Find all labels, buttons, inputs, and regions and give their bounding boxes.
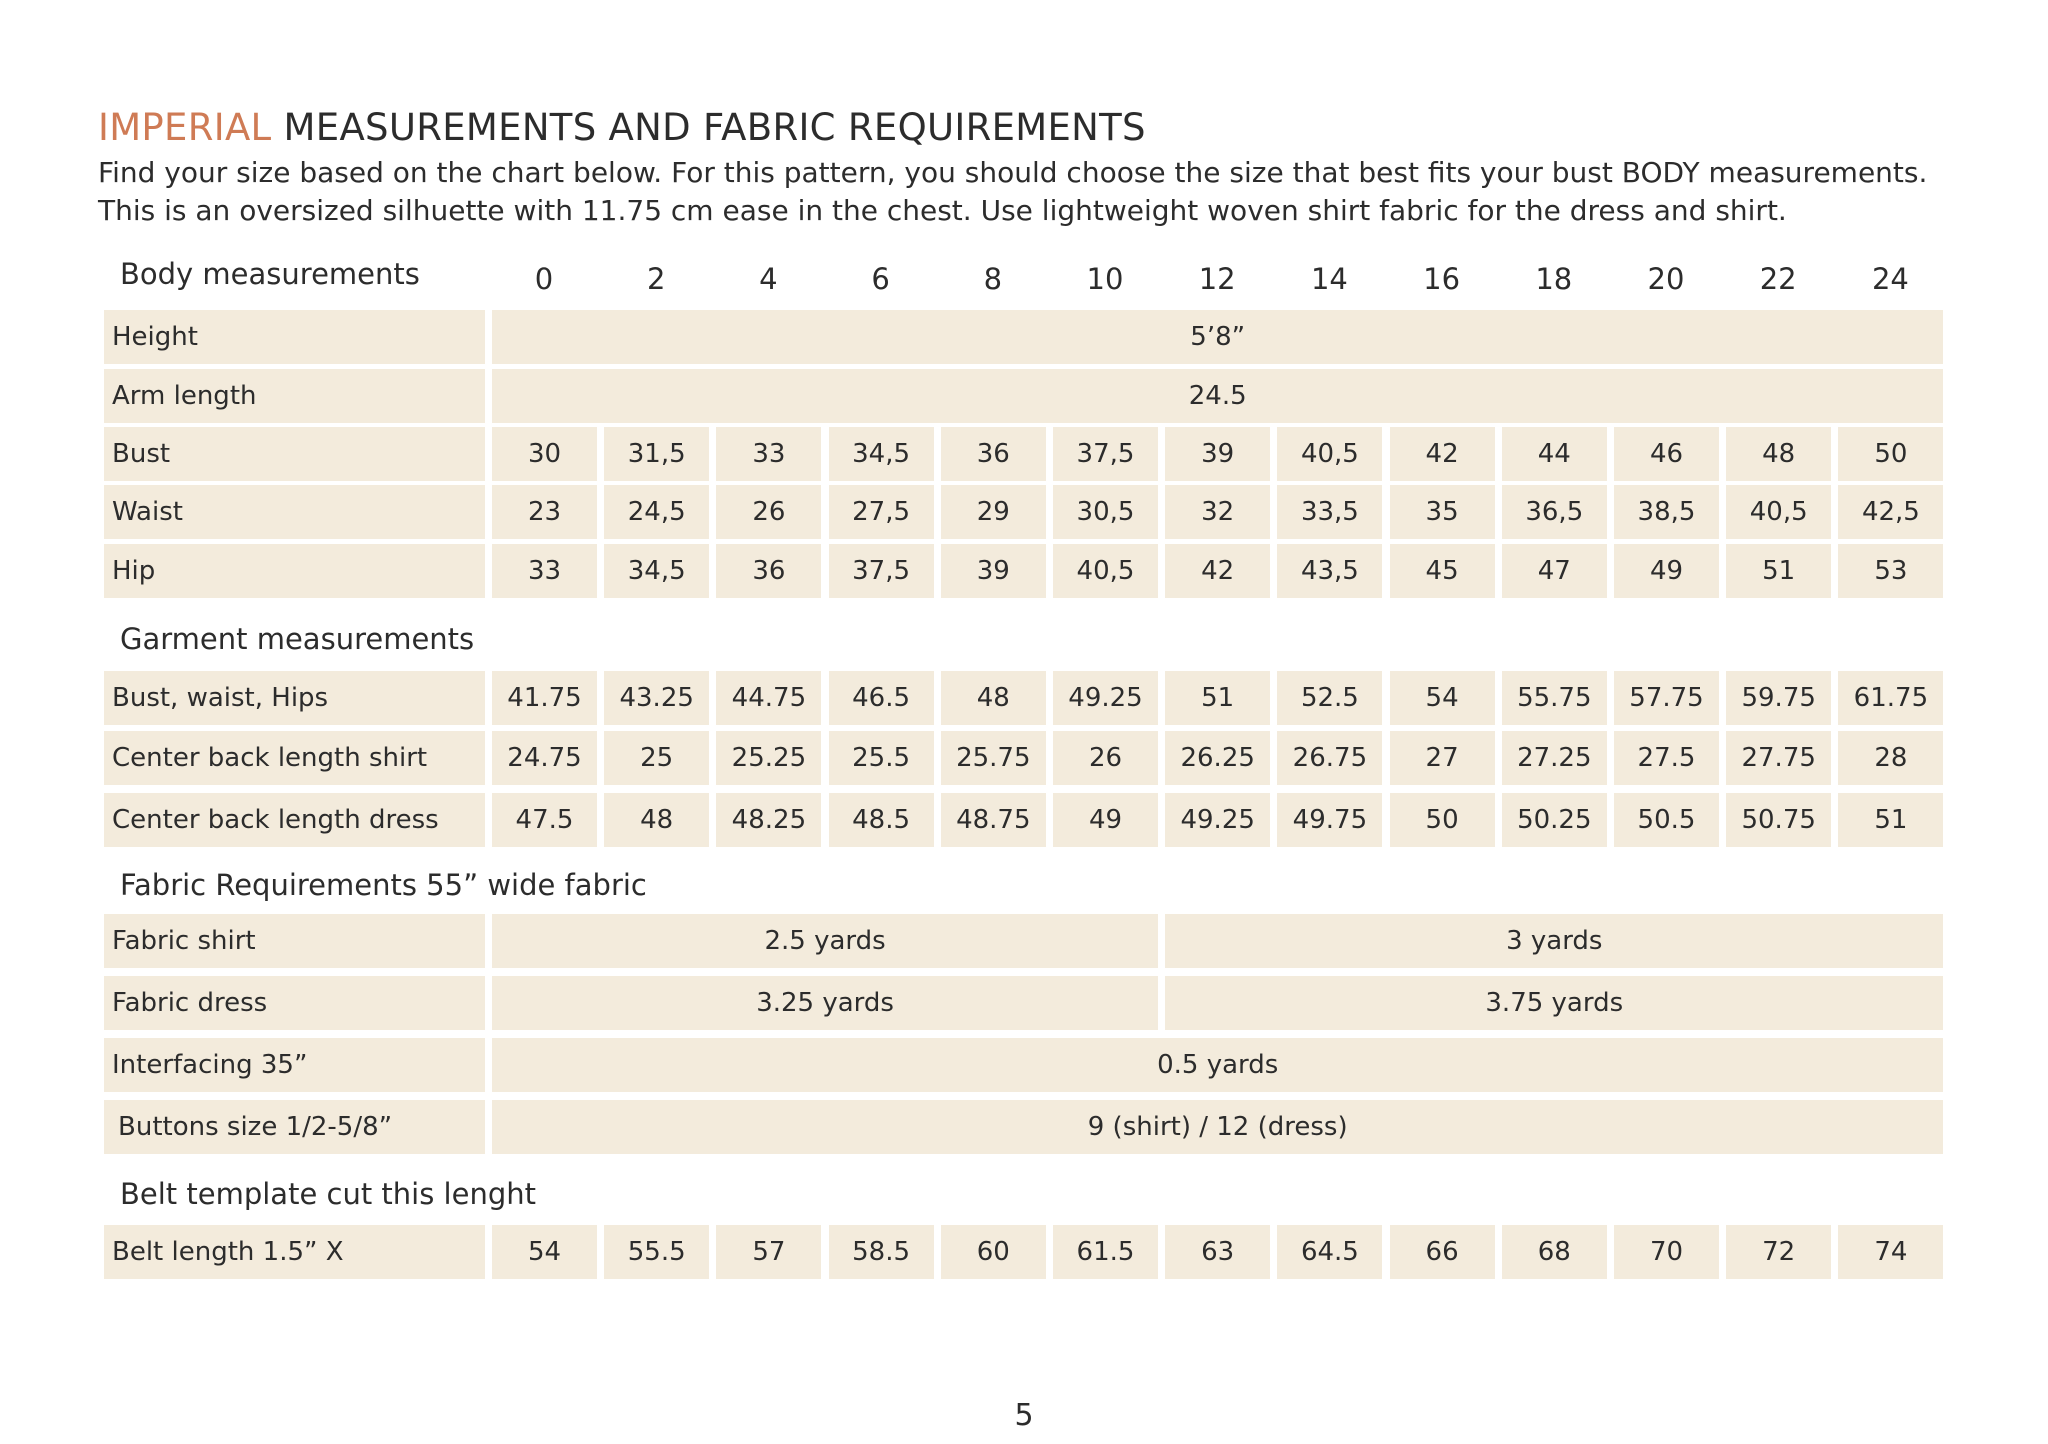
table-row bbox=[104, 310, 1943, 364]
split-cell-left: 2.5 yards bbox=[492, 914, 1158, 968]
row-label: Bust, waist, Hips bbox=[104, 671, 485, 725]
section-fabric-requirements: Fabric Requirements 55” wide fabric bbox=[120, 868, 647, 902]
value-cell: 64.5 bbox=[1277, 1225, 1382, 1279]
row-label: Height bbox=[104, 310, 485, 364]
size-header-4: 4 bbox=[759, 262, 778, 296]
value-cell: 26.75 bbox=[1277, 731, 1382, 785]
span-cell: 24.5 bbox=[492, 369, 1943, 423]
value-cell: 46.5 bbox=[829, 671, 934, 725]
value-cell: 57 bbox=[716, 1225, 821, 1279]
value-cell: 27.25 bbox=[1502, 731, 1607, 785]
row-label: Bust bbox=[104, 427, 485, 481]
value-cell: 60 bbox=[941, 1225, 1046, 1279]
span-cell: 9 (shirt) / 12 (dress) bbox=[492, 1100, 1943, 1154]
row-label: Center back length shirt bbox=[104, 731, 485, 785]
size-header-18: 18 bbox=[1535, 262, 1573, 296]
row-label: Center back length dress bbox=[104, 793, 485, 847]
value-cell: 58.5 bbox=[829, 1225, 934, 1279]
value-cell: 49 bbox=[1614, 544, 1719, 598]
table-row bbox=[104, 793, 1943, 847]
value-cell: 42 bbox=[1390, 427, 1495, 481]
value-cell: 33,5 bbox=[1277, 485, 1382, 539]
value-cell: 51 bbox=[1726, 544, 1831, 598]
value-cell: 50.75 bbox=[1726, 793, 1831, 847]
value-cell: 31,5 bbox=[604, 427, 709, 481]
size-header-8: 8 bbox=[983, 262, 1003, 296]
value-cell: 57.75 bbox=[1614, 671, 1719, 725]
split-cell-right: 3.75 yards bbox=[1165, 976, 1943, 1030]
value-cell: 49.25 bbox=[1053, 671, 1158, 725]
value-cell: 44.75 bbox=[716, 671, 821, 725]
page-number: 5 bbox=[1014, 1398, 1034, 1433]
value-cell: 25.75 bbox=[941, 731, 1046, 785]
table-row bbox=[104, 1100, 1943, 1154]
row-label: Fabric shirt bbox=[104, 914, 485, 968]
row-label: Hip bbox=[104, 544, 485, 598]
value-cell: 36 bbox=[941, 427, 1046, 481]
value-cell: 51 bbox=[1838, 793, 1943, 847]
split-cell-left: 3.25 yards bbox=[492, 976, 1158, 1030]
value-cell: 40,5 bbox=[1726, 485, 1831, 539]
value-cell: 47 bbox=[1502, 544, 1607, 598]
row-label: Fabric dress bbox=[104, 976, 485, 1030]
value-cell: 74 bbox=[1838, 1225, 1943, 1279]
value-cell: 43.25 bbox=[604, 671, 709, 725]
split-cell-right: 3 yards bbox=[1165, 914, 1943, 968]
table-row bbox=[104, 671, 1943, 725]
value-cell: 25.25 bbox=[716, 731, 821, 785]
size-header-14: 14 bbox=[1310, 262, 1348, 296]
size-header-16: 16 bbox=[1423, 262, 1461, 296]
value-cell: 27.5 bbox=[1614, 731, 1719, 785]
value-cell: 39 bbox=[1165, 427, 1270, 481]
value-cell: 59.75 bbox=[1726, 671, 1831, 725]
row-label: Arm length bbox=[104, 369, 485, 423]
value-cell: 36,5 bbox=[1502, 485, 1607, 539]
value-cell: 26.25 bbox=[1165, 731, 1270, 785]
size-header-10: 10 bbox=[1086, 262, 1124, 296]
value-cell: 24,5 bbox=[604, 485, 709, 539]
value-cell: 45 bbox=[1390, 544, 1495, 598]
section-belt-template: Belt template cut this lenght bbox=[120, 1177, 536, 1211]
value-cell: 48 bbox=[1726, 427, 1831, 481]
value-cell: 34,5 bbox=[604, 544, 709, 598]
section-body-measurements: Body measurements bbox=[120, 257, 420, 291]
row-label: Waist bbox=[104, 485, 485, 539]
value-cell: 33 bbox=[492, 544, 597, 598]
value-cell: 50.25 bbox=[1502, 793, 1607, 847]
row-label: Interfacing 35” bbox=[104, 1038, 485, 1092]
value-cell: 53 bbox=[1838, 544, 1943, 598]
value-cell: 43,5 bbox=[1277, 544, 1382, 598]
value-cell: 48.5 bbox=[829, 793, 934, 847]
table-row bbox=[104, 369, 1943, 423]
value-cell: 29 bbox=[941, 485, 1046, 539]
value-cell: 48 bbox=[941, 671, 1046, 725]
value-cell: 25.5 bbox=[829, 731, 934, 785]
value-cell: 54 bbox=[492, 1225, 597, 1279]
value-cell: 37,5 bbox=[829, 544, 934, 598]
value-cell: 49.75 bbox=[1277, 793, 1382, 847]
span-cell: 0.5 yards bbox=[492, 1038, 1943, 1092]
value-cell: 50.5 bbox=[1614, 793, 1719, 847]
value-cell: 68 bbox=[1502, 1225, 1607, 1279]
value-cell: 36 bbox=[716, 544, 821, 598]
value-cell: 26 bbox=[716, 485, 821, 539]
size-header-2: 2 bbox=[646, 262, 666, 296]
intro-line-1: Find your size based on the chart below. For this pattern, you should choose the size that best fits your bust BODY measurements. bbox=[98, 156, 1928, 189]
value-cell: 33 bbox=[716, 427, 821, 481]
value-cell: 61.5 bbox=[1053, 1225, 1158, 1279]
size-header-12: 12 bbox=[1198, 262, 1236, 296]
intro-line-2: This is an oversized silhuette with 11.75 cm ease in the chest. Use lightweight woven shirt fabric for the dress and shirt. bbox=[98, 194, 1787, 227]
value-cell: 40,5 bbox=[1277, 427, 1382, 481]
value-cell: 70 bbox=[1614, 1225, 1719, 1279]
value-cell: 66 bbox=[1390, 1225, 1495, 1279]
value-cell: 55.5 bbox=[604, 1225, 709, 1279]
value-cell: 55.75 bbox=[1502, 671, 1607, 725]
value-cell: 24.75 bbox=[492, 731, 597, 785]
value-cell: 40,5 bbox=[1053, 544, 1158, 598]
size-header-24: 24 bbox=[1871, 262, 1909, 296]
size-header-0: 0 bbox=[534, 262, 554, 296]
value-cell: 50 bbox=[1838, 427, 1943, 481]
size-header-6: 6 bbox=[871, 262, 890, 296]
value-cell: 47.5 bbox=[492, 793, 597, 847]
table-row bbox=[104, 544, 1943, 598]
value-cell: 34,5 bbox=[829, 427, 934, 481]
table-row bbox=[104, 1225, 1943, 1279]
intro-text bbox=[98, 154, 1998, 230]
page-title bbox=[98, 106, 1146, 149]
size-header-20: 20 bbox=[1647, 262, 1685, 296]
value-cell: 42,5 bbox=[1838, 485, 1943, 539]
value-cell: 23 bbox=[492, 485, 597, 539]
value-cell: 30,5 bbox=[1053, 485, 1158, 539]
row-label: Buttons size 1/2-5/8” bbox=[104, 1100, 485, 1154]
table-row bbox=[104, 731, 1943, 785]
value-cell: 61.75 bbox=[1838, 671, 1943, 725]
size-header-22: 22 bbox=[1759, 262, 1797, 296]
table-row bbox=[104, 976, 1943, 1030]
value-cell: 35 bbox=[1390, 485, 1495, 539]
value-cell: 51 bbox=[1165, 671, 1270, 725]
table-row bbox=[104, 1038, 1943, 1092]
value-cell: 27,5 bbox=[829, 485, 934, 539]
span-cell: 5’8” bbox=[492, 310, 1943, 364]
value-cell: 54 bbox=[1390, 671, 1495, 725]
value-cell: 50 bbox=[1390, 793, 1495, 847]
value-cell: 63 bbox=[1165, 1225, 1270, 1279]
value-cell: 41.75 bbox=[492, 671, 597, 725]
value-cell: 32 bbox=[1165, 485, 1270, 539]
value-cell: 48.75 bbox=[941, 793, 1046, 847]
table-row bbox=[104, 427, 1943, 481]
value-cell: 39 bbox=[941, 544, 1046, 598]
section-garment-measurements: Garment measurements bbox=[120, 622, 475, 656]
value-cell: 46 bbox=[1614, 427, 1719, 481]
value-cell: 27.75 bbox=[1726, 731, 1831, 785]
value-cell: 26 bbox=[1053, 731, 1158, 785]
value-cell: 49 bbox=[1053, 793, 1158, 847]
value-cell: 37,5 bbox=[1053, 427, 1158, 481]
table-row bbox=[104, 914, 1943, 968]
value-cell: 27 bbox=[1390, 731, 1495, 785]
value-cell: 30 bbox=[492, 427, 597, 481]
value-cell: 28 bbox=[1838, 731, 1943, 785]
value-cell: 42 bbox=[1165, 544, 1270, 598]
value-cell: 44 bbox=[1502, 427, 1607, 481]
value-cell: 48.25 bbox=[716, 793, 821, 847]
row-label: Belt length 1.5” X bbox=[104, 1225, 485, 1279]
title-accent: IMPERIAL bbox=[98, 106, 272, 149]
value-cell: 49.25 bbox=[1165, 793, 1270, 847]
value-cell: 38,5 bbox=[1614, 485, 1719, 539]
value-cell: 52.5 bbox=[1277, 671, 1382, 725]
value-cell: 48 bbox=[604, 793, 709, 847]
title-rest: MEASUREMENTS AND FABRIC REQUIREMENTS bbox=[271, 106, 1146, 149]
table-row bbox=[104, 485, 1943, 539]
value-cell: 25 bbox=[604, 731, 709, 785]
value-cell: 72 bbox=[1726, 1225, 1831, 1279]
